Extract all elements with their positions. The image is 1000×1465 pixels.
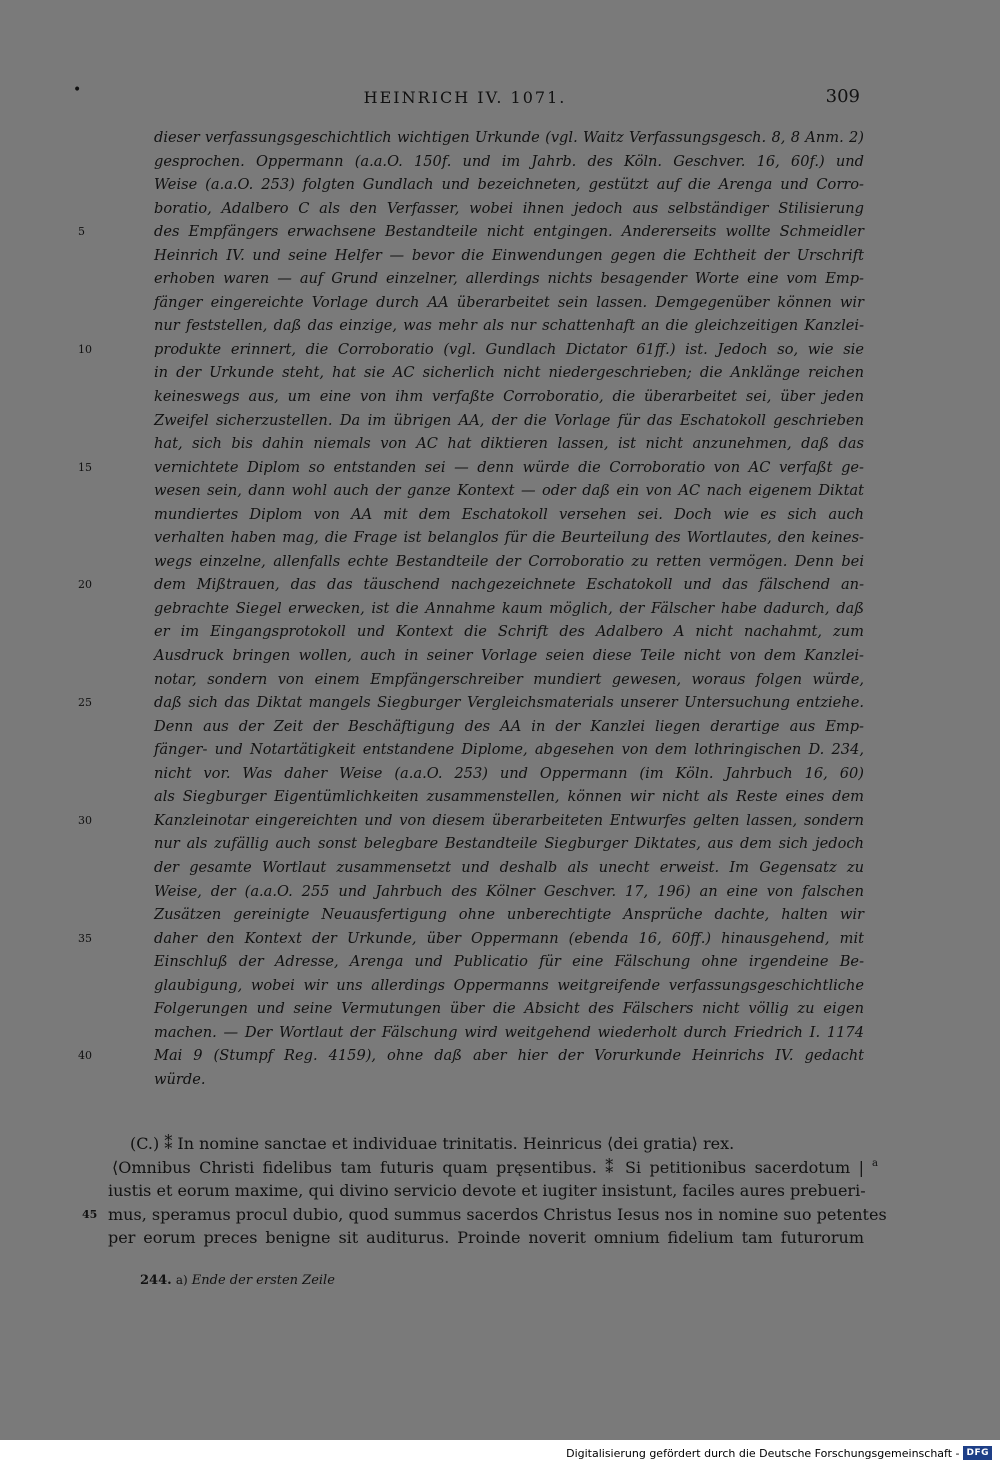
commentary-line: in der Urkunde steht, hat sie AC sicherlich nicht niedergeschrieben; die Anklänge reichen: [154, 364, 864, 382]
commentary-line: der gesamte Wortlaut zusammensetzt und deshalb als unecht erweist. Im Gegensatz zu: [154, 858, 864, 876]
commentary-line: hat, sich bis dahin niemals von AC hat diktieren lassen, ist nicht anzunehmen, daß das: [154, 435, 864, 453]
commentary-line: produkte erinnert, die Corroboratio (vgl. Gundlach Dictator 61ff.) ist. Jedoch so, wie sie 10: [154, 338, 864, 362]
charter-side-mark: a: [872, 1157, 878, 1169]
commentary-line: dieser verfassungsgeschichtlich wichtigen Urkunde (vgl. Waitz Verfassungsgesch. 8, 8 Anm. 2): [154, 129, 864, 146]
footnote-number: 244.: [140, 1273, 172, 1288]
commentary-line: Ausdruck bringen wollen, auch in seiner Vorlage seien diese Teile nicht von dem Kanzlei-: [154, 647, 864, 665]
commentary-line: nur als zufällig auch sonst belegbare Bestandteile Siegburger Diktates, aus dem sich jedoch: [154, 835, 864, 853]
line-number: 35: [78, 931, 92, 945]
commentary-line: Denn aus der Zeit der Beschäftigung des AA in der Kanzlei liegen derartige aus Emp-: [154, 717, 864, 735]
commentary-line: Heinrich IV. und seine Helfer — bevor die Einwendungen gegen die Echtheit der Urschrift: [154, 246, 864, 264]
commentary-line: fänger- und Notartätigkeit entstandene Diplome, abgesehen von dem lothringischen D. 234,: [154, 741, 864, 759]
running-head: HEINRICH IV. 1071.: [363, 88, 567, 107]
charter-line-text: iustis et eorum maxime, qui divino servicio devote et iugiter insistunt, faciles aures prebueri-: [108, 1181, 866, 1201]
charter-line-text: (C.) ⁑ In nomine sanctae et individuae trinitatis. Heinricus ⟨dei gratia⟩ rex.: [130, 1134, 735, 1153]
commentary-line: nicht vor. Was daher Weise (a.a.O. 253) und Oppermann (im Köln. Jahrbuch 16, 60): [154, 764, 864, 782]
footnote-text: Ende der ersten Zeile: [191, 1273, 335, 1288]
header-dot: •: [73, 82, 82, 98]
commentary-line: Zusätzen gereinigte Neuausfertigung ohne unberechtigte Ansprüche dachte, halten wir: [154, 906, 864, 924]
commentary-line: nur feststellen, daß das einzige, was mehr als nur schattenhaft an die gleichzeitigen Kanzlei-: [154, 317, 864, 335]
commentary-line: des Empfängers erwachsene Bestandteile nicht entgingen. Andererseits wollte Schmeidler 5: [154, 220, 864, 244]
charter-line-text: mus, speramus procul dubio, quod summus sacerdos Christus Iesus nos in nomine suo petentes: [108, 1204, 887, 1224]
footer-text: Digitalisierung gefördert durch die Deutsche Forschungsgemeinschaft -: [566, 1446, 960, 1460]
commentary-line: er im Eingangsprotokoll und Kontext die Schrift des Adalbero A nicht nachahmt, zum: [154, 623, 864, 641]
footnote-mark: a): [175, 1273, 188, 1287]
footnote: [140, 1273, 335, 1288]
commentary-line: verhalten haben mag, die Frage ist belanglos für die Beurteilung des Wortlautes, den keines-: [154, 529, 864, 547]
commentary-line: Kanzleinotar eingereichten und von diesem überarbeiteten Entwurfes gelten lassen, sondern 30: [154, 809, 864, 833]
charter-text: [82, 1132, 887, 1250]
commentary-line: dem Mißtrauen, das das täuschend nachgezeichnete Eschatokoll und das fälschend an- 20: [154, 573, 864, 597]
page-header: [70, 82, 860, 110]
commentary-line: würde.: [154, 1070, 206, 1088]
dfg-logo: DFG: [963, 1446, 992, 1460]
charter-line-text: per eorum preces benigne sit auditurus. Proinde noverit omnium fidelium tam futurorum: [108, 1228, 864, 1248]
commentary-line: gebrachte Siegel erwecken, ist die Annahme kaum möglich, der Fälscher habe dadurch, daß: [154, 599, 864, 617]
commentary-line: machen. — Der Wortlaut der Fälschung wird weitgehend wiederholt durch Friedrich I. 1174: [154, 1023, 864, 1041]
commentary-line: Folgerungen und seine Vermutungen über die Absicht des Fälschers nicht völlig zu eigen: [154, 1000, 864, 1018]
footer-credit: [566, 1446, 992, 1460]
commentary-line: gesprochen. Oppermann (a.a.O. 150f. und im Jahrb. des Köln. Geschver. 16, 60f.) und: [154, 152, 864, 170]
commentary-line: vernichtete Diplom so entstanden sei — denn würde die Corroboratio von AC verfaßt ge- 15: [154, 456, 864, 480]
line-number: 40: [78, 1049, 92, 1063]
commentary-line: glaubigung, wobei wir uns allerdings Oppermanns weitgreifende verfassungsgeschichtliche: [154, 976, 864, 994]
charter-line: [108, 1179, 864, 1203]
commentary-line: Weise (a.a.O. 253) folgten Gundlach und bezeichneten, gestützt auf die Arenga und Corro-: [154, 176, 864, 194]
line-number: 20: [78, 578, 92, 592]
commentary-line: Zweifel sicherzustellen. Da im übrigen AA, der die Vorlage für das Eschatokoll geschrieben: [154, 411, 864, 429]
line-number: 45: [82, 1207, 98, 1221]
charter-line-text: ⟨Omnibus Christi fidelibus tam futuris quam pręsentibus. ⁑ Si petitionibus sacerdotum |: [112, 1157, 864, 1177]
commentary-text: [78, 126, 864, 1091]
charter-line: [108, 1132, 864, 1156]
commentary-line: als Siegburger Eigentümlichkeiten zusammenstellen, können wir nicht als Reste eines dem: [154, 788, 864, 806]
commentary-line: Einschluß der Adresse, Arenga und Publicatio für eine Fälschung ohne irgendeine Be-: [154, 953, 864, 971]
commentary-line: Weise, der (a.a.O. 255 und Jahrbuch des Kölner Geschver. 17, 196) an eine von falschen: [154, 882, 864, 900]
page-number: 309: [825, 86, 860, 107]
charter-line: [108, 1156, 878, 1180]
commentary-line: daher den Kontext der Urkunde, über Oppermann (ebenda 16, 60ff.) hinausgehend, mit 35: [154, 927, 864, 951]
commentary-line: mundiertes Diplom von AA mit dem Eschatokoll versehen sei. Doch wie es sich auch: [154, 505, 864, 523]
commentary-line: fänger eingereichte Vorlage durch AA überarbeitet sein lassen. Demgegenüber können wir: [154, 293, 864, 311]
line-number: 30: [78, 813, 92, 827]
commentary-line: erhoben waren — auf Grund einzelner, allerdings nichts besagender Worte eine vom Emp-: [154, 270, 864, 288]
charter-line: [82, 1203, 887, 1227]
line-number: 5: [78, 225, 85, 239]
commentary-line: notar, sondern von einem Empfängerschreiber mundiert gewesen, woraus folgen würde,: [154, 670, 864, 688]
commentary-line: Mai 9 (Stumpf Reg. 4159), ohne daß aber hier der Vorurkunde Heinrichs IV. gedacht 40: [154, 1044, 864, 1068]
commentary-line: wesen sein, dann wohl auch der ganze Kontext — oder daß ein von AC nach eigenem Diktat: [154, 482, 864, 500]
commentary-line: keineswegs aus, um eine von ihm verfaßte Corroboratio, die überarbeitet sei, über jeden: [154, 388, 864, 406]
charter-line: [108, 1226, 864, 1250]
commentary-line: wegs einzelne, allenfalls echte Bestandteile der Corroboratio zu retten vermögen. Denn bei: [154, 552, 864, 570]
commentary-line: boratio, Adalbero C als den Verfasser, wobei ihnen jedoch aus selbständiger Stilisierung: [154, 199, 864, 217]
line-number: 15: [78, 460, 92, 474]
line-number: 25: [78, 696, 92, 710]
commentary-line: daß sich das Diktat mangels Siegburger Vergleichsmaterials unserer Untersuchung entziehe. 25: [154, 691, 864, 715]
line-number: 10: [78, 342, 92, 356]
